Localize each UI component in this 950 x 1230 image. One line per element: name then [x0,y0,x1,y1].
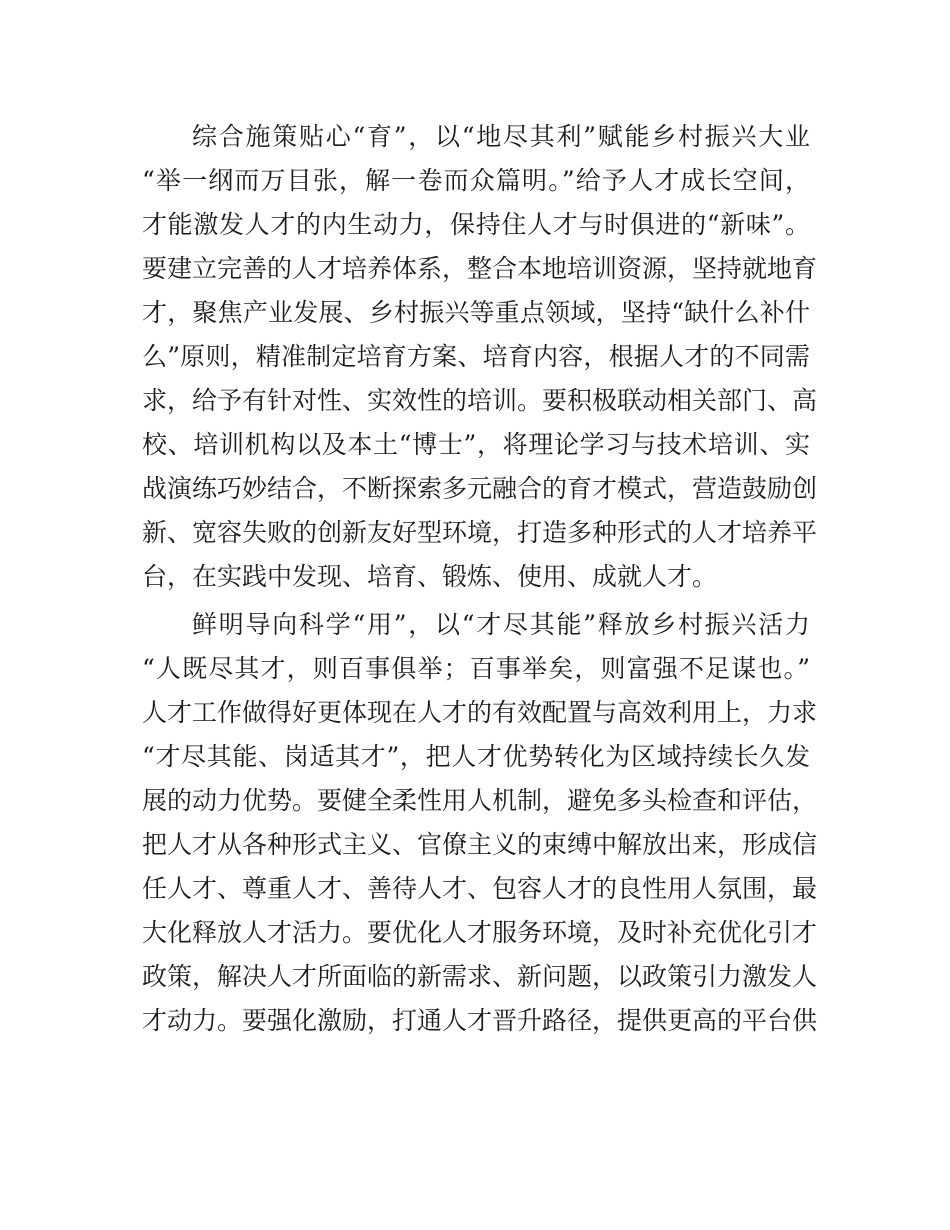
paragraph-1-heading-line: 综合施策贴心“育”，以“地尽其利”赋能乡村振兴大业 [192,122,810,151]
paragraph-line: 要建立完善的人才培养体系，整合本地培训资源，坚持就地育 [142,254,818,283]
paragraph-line: “举一纲而万目张，解一卷而众篇明。”给予人才成长空间， [142,166,810,195]
paragraph-line: 政策，解决人才所面临的新需求、新问题，以政策引力激发人 [142,962,818,991]
paragraph-line: 才，聚焦产业发展、乡村振兴等重点领域，坚持“缺什么补什 [142,298,810,327]
paragraph-line: 展的动力优势。要健全柔性用人机制，避免多头检查和评估， [142,786,818,815]
paragraph-line: 任人才、尊重人才、善待人才、包容人才的良性用人氛围，最 [142,874,818,903]
paragraph-line: 台，在实践中发现、培育、锻炼、使用、成就人才。 [142,562,718,591]
document-body [142,115,818,1043]
paragraph-line: 人才工作做得好更体现在人才的有效配置与高效利用上，力求 [142,698,818,727]
paragraph-line: 新、宽容失败的创新友好型环境，打造多种形式的人才培养平 [142,518,818,547]
paragraph-2-heading-line: 鲜明导向科学“用”，以“才尽其能”释放乡村振兴活力 [192,610,810,639]
paragraph-1 [142,115,818,599]
paragraph-line: 才动力。要强化激励，打通人才晋升路径，提供更高的平台供 [142,1006,818,1035]
paragraph-line: 么”原则，精准制定培育方案、培育内容，根据人才的不同需 [142,342,810,371]
paragraph-line: 才能激发人才的内生动力，保持住人才与时俱进的“新味”。 [142,210,810,239]
paragraph-line: “才尽其能、岗适其才”，把人才优势转化为区域持续长久发 [142,742,810,771]
paragraph-line: “人既尽其才，则百事俱举；百事举矣，则富强不足谋也。” [142,654,810,683]
paragraph-line: 把人才从各种形式主义、官僚主义的束缚中解放出来，形成信 [142,830,818,859]
paragraph-line: 校、培训机构以及本土“博士”，将理论学习与技术培训、实 [142,430,810,459]
paragraph-line: 求，给予有针对性、实效性的培训。要积极联动相关部门、高 [142,386,818,415]
paragraph-line: 大化释放人才活力。要优化人才服务环境，及时补充优化引才 [142,918,818,947]
paragraph-2 [142,603,818,1043]
paragraph-line: 战演练巧妙结合，不断探索多元融合的育才模式，营造鼓励创 [142,474,818,503]
